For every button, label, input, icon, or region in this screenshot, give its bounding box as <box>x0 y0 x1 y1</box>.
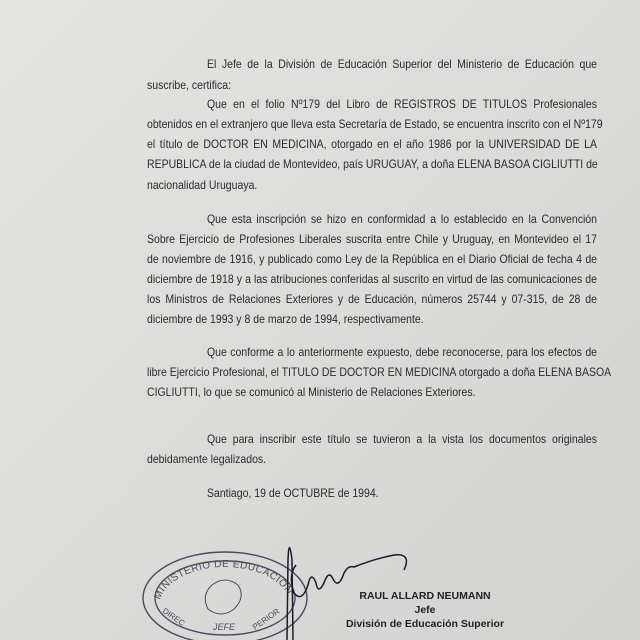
seal-top-text: MINISTERIO DE EDUCACION <box>152 558 295 602</box>
paragraph-1-line: obtenidos en el extranjero que lleva esta Secretaría de Estado, se encuentra inscrito con el Nº179 <box>147 118 603 132</box>
paragraph-1-line: el título de DOCTOR EN MEDICINA, otorgado en el año 1986 por la UNIVERSIDAD DE LA <box>147 138 597 152</box>
seal-right-text: PERIOR <box>250 606 282 632</box>
seal-left-text: DIREC <box>160 606 187 628</box>
paragraph-2-line: Sobre Ejercicio de Profesiones Liberales suscrita entre Chile y Uruguay, en Montevideo el 17 <box>147 233 597 247</box>
date-line: Santiago, 19 de OCTUBRE de 1994. <box>207 487 379 501</box>
paragraph-4-line: Que para inscribir este título se tuvieron a la vista los documentos originales <box>207 433 597 447</box>
paragraph-2-line: de noviembre de 1916, y publicado como Ley de la República en el Diario Oficial de fecha 4 de <box>147 253 597 267</box>
paragraph-4-line: debidamente legalizados. <box>147 453 267 467</box>
intro-line: suscribe, certifica: <box>147 79 232 93</box>
signatory-division: División de Educación Superior <box>345 618 505 630</box>
intro-line: El Jefe de la División de Educación Superior del Ministerio de Educación que <box>207 58 597 72</box>
seal-bottom-text: JEFE <box>213 622 236 632</box>
paragraph-1-line: Que en el folio Nº179 del Libro de REGISTROS DE TITULOS Profesionales <box>207 98 597 112</box>
paragraph-2-line: los Ministros de Relaciones Exteriores y de Educación, números 25744 y 07-315, de 28 de <box>147 293 597 307</box>
paragraph-2-line: diciembre de 1918 y a las atribuciones conferidas al suscrito en virtud de las comunicaciones de <box>147 273 597 287</box>
coat-of-arms-icon <box>205 580 241 614</box>
paragraph-3-line: CIGLIUTTI, lo que se comunicó al Ministerio de Relaciones Exteriores. <box>147 386 476 400</box>
paragraph-1-line: nacionalidad Uruguaya. <box>147 179 258 193</box>
signatory-role: Jefe <box>414 604 436 616</box>
paragraph-1-line: REPUBLICA de la ciudad de Montevideo, país URUGUAY, a doña ELENA BASOA CIGLIUTTI de <box>147 158 598 172</box>
paragraph-2-line: Que esta inscripción se hizo en conformidad a lo establecido en la Convención <box>207 213 597 227</box>
paragraph-3-line: libre Ejercicio Profesional, el TITULO DE DOCTOR EN MEDICINA otorgado a doña ELENA BASOA <box>147 366 612 380</box>
signatory-name: RAUL ALLARD NEUMANN <box>359 590 491 602</box>
ministry-seal <box>143 552 307 640</box>
paragraph-3-line: Que conforme a lo anteriormente expuesto, debe reconocerse, para los efectos de <box>207 346 597 360</box>
paragraph-2-line: diciembre de 1993 y 8 de marzo de 1994, respectivamente. <box>147 313 424 327</box>
